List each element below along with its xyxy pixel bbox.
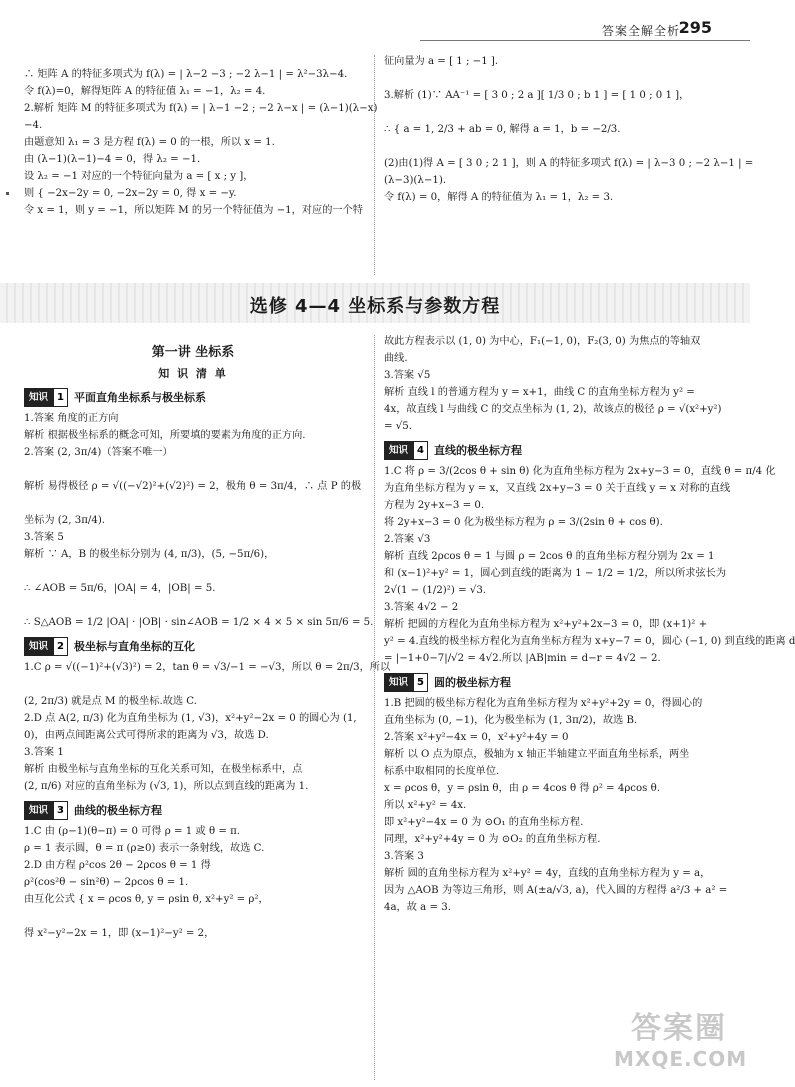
text-line: 则 { −2x−2y = 0, −2x−2y = 0, 得 x = −y. — [24, 188, 237, 199]
chapter-title: 选修 4—4 坐标系与参数方程 — [249, 296, 501, 317]
text-line: 1.C ρ = √((−1)²+(√3)²) = 2，tan θ = √3/−1 = −√3，所以 θ = 2π/3，所以 — [24, 662, 391, 673]
text-line: 0)，由两点间距离公式可得所求的距离为 √3，故选 D. — [24, 730, 269, 741]
text-line: (λ−3)(λ−1). — [384, 175, 447, 186]
text-line: 解析 直线 2ρcos θ = 1 与圆 ρ = 2cos θ 的直角坐标方程分别为 2x = 1 — [384, 551, 715, 562]
text-line: y² = 4.直线的极坐标方程化为直角坐标方程为 x+y−7 = 0，圆心 (−1, 0) 到直线的距离 d — [384, 636, 795, 647]
bottom-left-column — [24, 338, 391, 942]
text-line: (2)由(1)得 A = [ 3 0 ; 2 1 ]，则 A 的特征多项式 f(λ) = | λ−3 0 ; −2 λ−1 | = — [384, 158, 754, 169]
section-number: 3 — [53, 801, 68, 820]
section-body — [384, 695, 728, 916]
text-line: 所以 x²+y² = 4x. — [384, 800, 467, 811]
section-title: 曲线的极坐标方程 — [73, 804, 162, 817]
text-line: 2.D 由方程 ρ²cos 2θ − 2ρcos θ = 1 得 — [24, 860, 211, 871]
text-line — [24, 495, 362, 512]
text-line: 1.C 将 ρ = 3/(2cos θ + sin θ) 化为直角坐标方程为 2x+y−3 = 0，直线 θ = π/4 化 — [384, 466, 776, 477]
lecture-title: 第一讲 坐标系 — [151, 345, 235, 360]
margin-mark — [6, 192, 9, 195]
text-line — [384, 138, 724, 155]
bottom-right-column — [384, 333, 795, 916]
watermark-sub: MXQE.COM — [614, 1047, 748, 1071]
text-line: 2√(1 − (1/2)²) = √3. — [384, 585, 487, 596]
text-line: 3.答案 4√2 − 2 — [384, 602, 459, 613]
text-line: 坐标为 (2, 3π/4). — [24, 515, 106, 526]
section-heading — [384, 441, 724, 460]
text-line: 令 f(λ)=0，解得矩阵 A 的特征值 λ₁ = −1，λ₂ = 4. — [24, 86, 266, 97]
knowledge-tag: 知识 — [24, 388, 53, 407]
section-number: 1 — [53, 388, 68, 407]
section-title: 直线的极坐标方程 — [433, 444, 522, 457]
text-line: 3.答案 1 — [24, 747, 64, 758]
text-line: 由互化公式 { x = ρcos θ, y = ρsin θ, x²+y² = ρ²， — [24, 894, 269, 905]
header-rule — [420, 40, 750, 41]
text-line: 2.答案 √3 — [384, 534, 431, 545]
section-title: 极坐标与直角坐标的互化 — [73, 640, 195, 653]
text-line: 曲线. — [384, 353, 408, 364]
section-heading — [24, 388, 362, 407]
column-divider-bottom — [374, 335, 376, 1080]
header-title: 答案全解全析 — [601, 24, 680, 38]
text-line: = |−1+0−7|/√2 = 4√2.所以 |AB|min = d−r = 4√2 − 2. — [384, 653, 661, 664]
section-body — [24, 410, 374, 631]
knowledge-tag: 知识 — [24, 801, 53, 820]
top-right-column — [384, 53, 754, 206]
section-heading — [24, 801, 362, 820]
text-line: 令 x = 1，则 y = −1，所以矩阵 M 的另一个特征值为 −1，对应的一个特 — [24, 205, 363, 216]
text-line: 同理，x²+y²+4y = 0 为 ⊙O₂ 的直角坐标方程. — [384, 834, 601, 845]
top-left-column — [24, 66, 378, 219]
text-line: (2, 2π/3) 就是点 M 的极坐标.故选 C. — [24, 696, 197, 707]
text-line: 为直角坐标方程为 y = x，又直线 2x+y−3 = 0 关于直线 y = x 对称的直线 — [384, 483, 731, 494]
text-line: 解析 根据极坐标系的概念可知，所要填的要素为角度的正方向. — [24, 430, 306, 441]
column-divider-top — [374, 55, 376, 275]
text-line: 令 f(λ) = 0，解得 A 的特征值为 λ₁ = 1，λ₂ = 3. — [384, 192, 614, 203]
section-body — [24, 823, 362, 942]
text-line: = √5. — [384, 421, 412, 432]
text-line: (2, π/6) 对应的直角坐标为 (√3, 1)，所以点到直线的距离为 1. — [24, 781, 309, 792]
text-line: 2.答案 x²+y²−4x = 0，x²+y²+4y = 0 — [384, 732, 569, 743]
text-line: 解析 直线 l 的普通方程为 y = x+1，曲线 C 的直角坐标方程为 y² = — [384, 387, 695, 398]
knowledge-tag: 知识 — [384, 441, 413, 460]
watermark-logo — [614, 1011, 748, 1081]
text-line: 解析 以 O 点为原点，极轴为 x 轴正半轴建立平面直角坐标系，两坐 — [384, 749, 690, 760]
text-line: 即 x²+y²−4x = 0 为 ⊙O₁ 的直角坐标方程. — [384, 817, 584, 828]
text-line: 1.C 由 (ρ−1)(θ−π) = 0 可得 ρ = 1 或 θ = π. — [24, 826, 241, 837]
text-line: ∴ ∠AOB = 5π/6，|OA| = 4，|OB| = 5. — [24, 583, 216, 594]
text-line: 解析 易得极径 ρ = √((−√2)²+(√2)²) = 2，极角 θ = 3π/4，∴ 点 P 的极 — [24, 481, 362, 492]
text-line: ∴ 矩阵 A 的特征多项式为 f(λ) = | λ−2 −3 ; −2 λ−1 | = λ²−3λ−4. — [24, 69, 348, 80]
text-line: 征向量为 a = [ 1 ; −1 ]. — [384, 56, 499, 67]
text-line: 解析 把圆的方程化为直角坐标方程为 x²+y²+2x−3 = 0，即 (x+1)² + — [384, 619, 708, 630]
text-line: 直角坐标为 (0, −1)，化为极坐标为 (1, 3π/2)，故选 B. — [384, 715, 638, 726]
text-line: ∴ S△AOB = 1/2 |OA| · |OB| · sin∠AOB = 1/2 × 4 × 5 × sin 5π/6 = 5. — [24, 617, 374, 628]
knowledge-tag: 知识 — [24, 637, 53, 656]
page-header — [420, 18, 750, 40]
section-heading — [384, 673, 724, 692]
text-line: 4x，故直线 l 与曲线 C 的交点坐标为 (1, 2)，故该点的极径 ρ = √(x²+y²) — [384, 404, 722, 415]
knowledge-list-heading: 知 识 清 单 — [158, 367, 228, 380]
section-title: 平面直角坐标系与极坐标系 — [73, 391, 206, 404]
watermark-main: 答案圈 — [631, 1011, 727, 1046]
text-line: 3.答案 3 — [384, 851, 424, 862]
section-heading — [24, 637, 362, 656]
text-line: 故此方程表示以 (1, 0) 为中心，F₁(−1, 0)，F₂(3, 0) 为焦点的等轴双 — [384, 336, 701, 347]
section-body — [24, 659, 391, 795]
text-line: 2.D 点 A(2, π/3) 化为直角坐标为 (1, √3)，x²+y²−2x = 0 的圆心为 (1, — [24, 713, 357, 724]
text-line: 得 x²−y²−2x = 1，即 (x−1)²−y² = 2， — [24, 928, 215, 939]
section-number: 5 — [413, 673, 428, 692]
text-line — [24, 908, 362, 925]
text-line: 因为 △AOB 为等边三角形，则 A(±a/√3, a)，代入圆的方程得 a²/3 + a² = — [384, 885, 728, 896]
text-line: ρ = 1 表示圆，θ = π (ρ≥0) 表示一条射线，故选 C. — [24, 843, 265, 854]
text-line: −4. — [24, 120, 43, 131]
text-line: 和 (x−1)²+y² = 1，圆心到直线的距离为 1 − 1/2 = 1/2，所以所求弦长为 — [384, 568, 727, 579]
text-line — [24, 597, 362, 614]
text-line — [24, 563, 362, 580]
text-line — [384, 70, 724, 87]
text-line: 将 2y+x−3 = 0 化为极坐标方程为 ρ = 3/(2sin θ + cos θ). — [384, 517, 663, 528]
text-line: 2.答案 (2, 3π/4)（答案不唯一） — [24, 447, 173, 458]
text-line: 解析 圆的直角坐标方程为 x²+y² = 4y，直线的直角坐标方程为 y = a， — [384, 868, 711, 879]
text-line: 1.B 把圆的极坐标方程化为直角坐标方程为 x²+y²+2y = 0，得圆心的 — [384, 698, 703, 709]
text-line: 设 λ₂ = −1 对应的一个特征向量为 a = [ x ; y ]， — [24, 171, 254, 182]
text-line: 3.答案 5 — [24, 532, 64, 543]
text-line: 由题意知 λ₁ = 3 是方程 f(λ) = 0 的一根，所以 x = 1. — [24, 137, 275, 148]
text-line — [24, 676, 362, 693]
section-number: 4 — [413, 441, 428, 460]
page-number: 295 — [678, 18, 712, 37]
text-line — [384, 104, 724, 121]
chapter-banner — [0, 283, 750, 323]
text-line: x = ρcos θ，y = ρsin θ，由 ρ = 4cos θ 得 ρ² = 4ρcos θ. — [384, 783, 660, 794]
text-line: 由 (λ−1)(λ−1)−4 = 0，得 λ₂ = −1. — [24, 154, 201, 165]
section-body — [384, 463, 795, 667]
knowledge-tag: 知识 — [384, 673, 413, 692]
text-line: 2.解析 矩阵 M 的特征多项式为 f(λ) = | λ−1 −2 ; −2 λ−x | = (λ−1)(λ−x) — [24, 103, 378, 114]
text-line: ρ²(cos²θ − sin²θ) − 2ρcos θ = 1. — [24, 877, 189, 888]
text-line: ∴ { a = 1, 2/3 + ab = 0, 解得 a = 1，b = −2/3. — [384, 124, 621, 135]
text-line: 4a，故 a = 3. — [384, 902, 451, 913]
section-number: 2 — [53, 637, 68, 656]
text-line: 解析 由极坐标与直角坐标的互化关系可知，在极坐标系中，点 — [24, 764, 303, 775]
text-line: 1.答案 角度的正方向 — [24, 413, 119, 424]
text-line: 标系中取相同的长度单位. — [384, 766, 500, 777]
section-title: 圆的极坐标方程 — [433, 676, 511, 689]
text-line: 方程为 2y+x−3 = 0. — [384, 500, 485, 511]
text-line — [24, 461, 362, 478]
text-line: 3.解析 (1)∵ AA⁻¹ = [ 3 0 ; 2 a ][ 1/3 0 ; b 1 ] = [ 1 0 ; 0 1 ]， — [384, 90, 690, 101]
text-line: 解析 ∵ A，B 的极坐标分别为 (4, π/3)，(5, −5π/6)， — [24, 549, 275, 560]
text-line: 3.答案 √5 — [384, 370, 431, 381]
